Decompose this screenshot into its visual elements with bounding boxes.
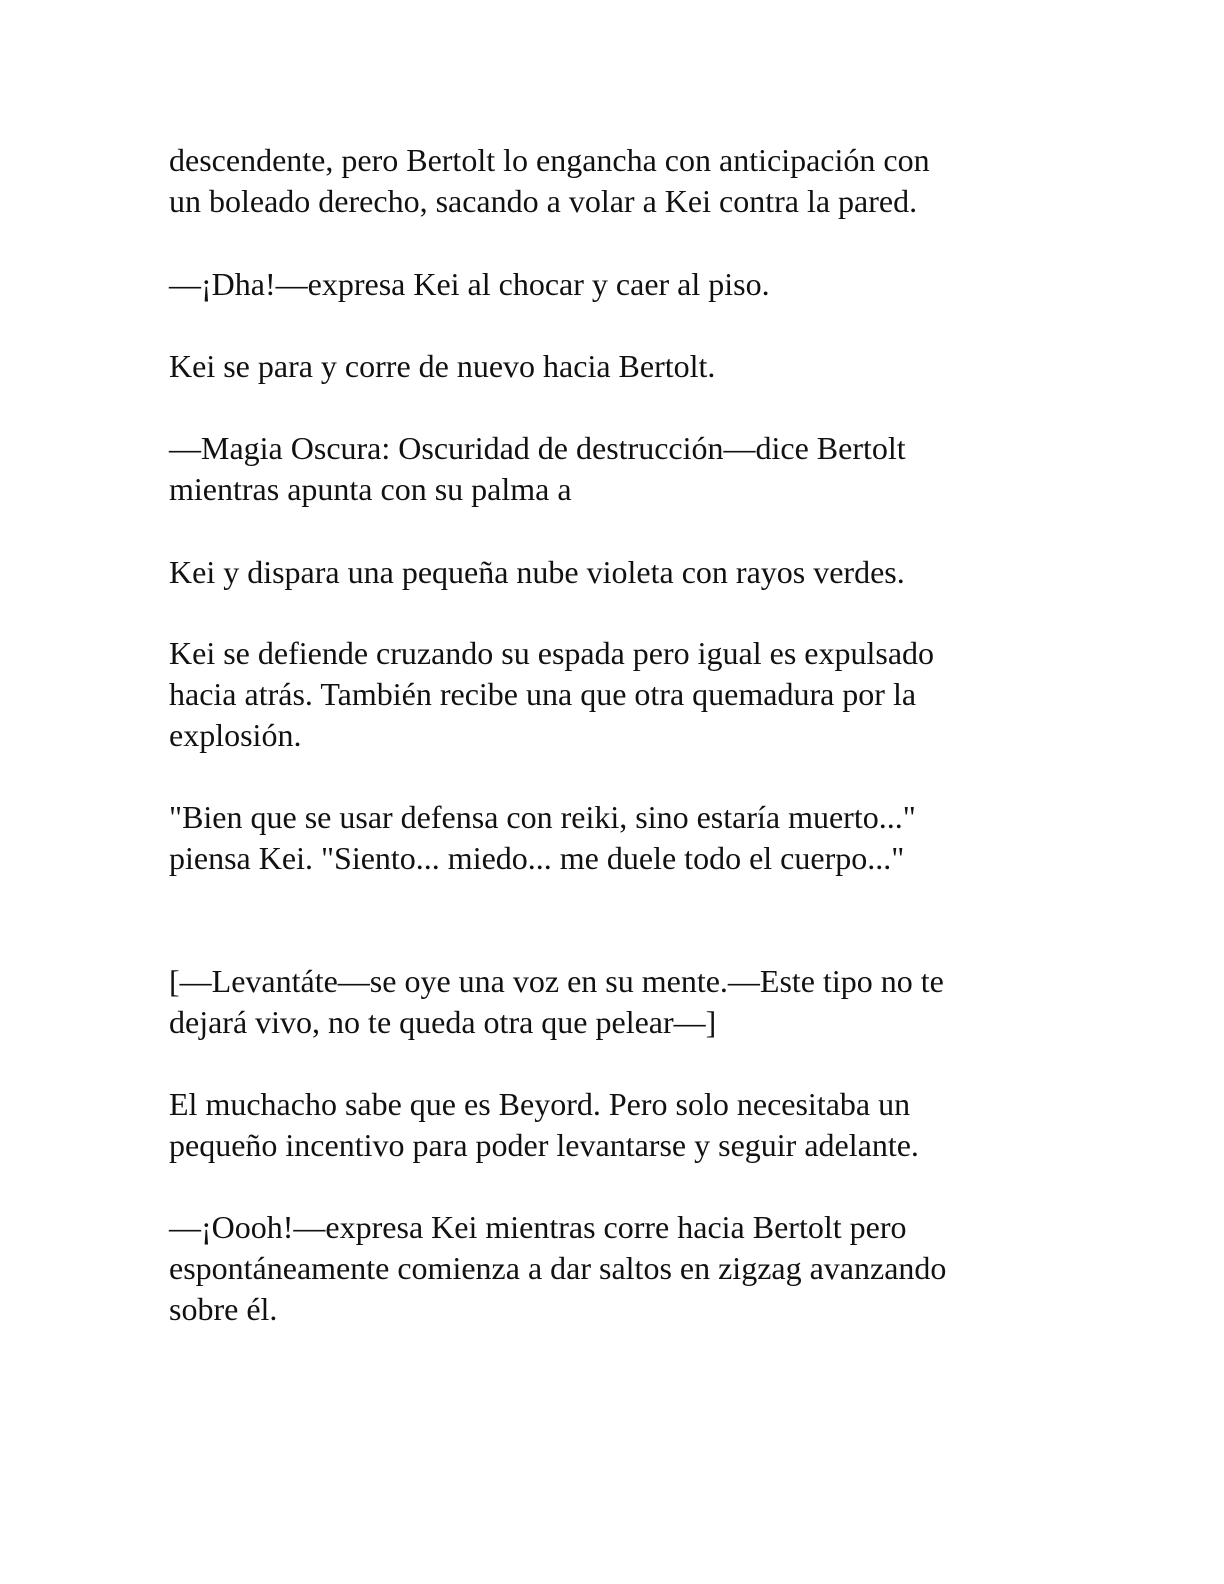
paragraph-4: [169, 428, 1059, 510]
paragraph-3: [169, 346, 1059, 387]
text-line: dejará vivo, no te queda otra que pelear—]: [169, 1004, 717, 1040]
text-line: pequeño incentivo para poder levantarse y seguir adelante.: [169, 1127, 919, 1163]
text-line: "Bien que se usar defensa con reiki, sino estaría muerto...": [169, 799, 916, 835]
text-line: descendente, pero Bertolt lo engancha con anticipación con: [169, 142, 930, 178]
text-line: hacia atrás. También recibe una que otra quemadura por la: [169, 676, 917, 712]
text-line: sobre él.: [169, 1291, 278, 1327]
text-line: —¡Dha!—expresa Kei al chocar y caer al piso.: [169, 266, 770, 302]
text-line: un boleado derecho, sacando a volar a Kei contra la pared.: [169, 183, 918, 219]
text-line: mientras apunta con su palma a: [169, 471, 572, 507]
text-line: Kei se defiende cruzando su espada pero igual es expulsado: [169, 635, 935, 671]
paragraph-10: [169, 1207, 1059, 1330]
text-line: El muchacho sabe que es Beyord. Pero solo necesitaba un: [169, 1086, 911, 1122]
text-line: Kei se para y corre de nuevo hacia Bertolt.: [169, 348, 716, 384]
text-line: piensa Kei. "Siento... miedo... me duele todo el cuerpo...": [169, 840, 905, 876]
paragraph-1: [169, 140, 1059, 222]
paragraph-2: [169, 264, 1059, 305]
paragraph-8: [169, 961, 1059, 1043]
paragraph-6: [169, 633, 1059, 756]
paragraph-5: [169, 552, 1059, 593]
paragraph-9: [169, 1084, 1059, 1166]
text-line: explosión.: [169, 717, 302, 753]
text-line: —Magia Oscura: Oscuridad de destrucción—dice Bertolt: [169, 430, 906, 466]
text-line: —¡Oooh!—expresa Kei mientras corre hacia Bertolt pero: [169, 1209, 907, 1245]
text-line: espontáneamente comienza a dar saltos en zigzag avanzando: [169, 1250, 947, 1286]
paragraph-7: [169, 797, 1059, 879]
text-line: [—Levantáte—se oye una voz en su mente.—Este tipo no te: [169, 963, 944, 999]
text-line: Kei y dispara una pequeña nube violeta con rayos verdes.: [169, 554, 905, 590]
